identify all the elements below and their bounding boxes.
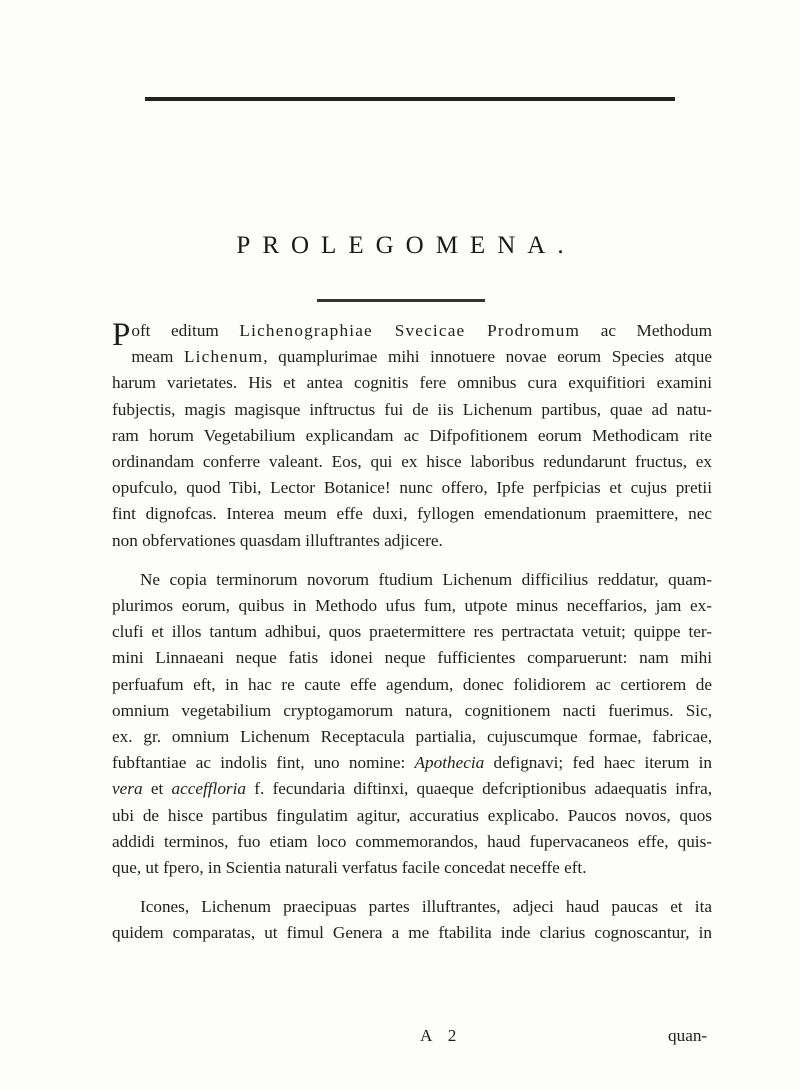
text-line: ram horum Vegetabilium explicandam ac Difpofitionem eorum Methodicam rite bbox=[112, 425, 712, 445]
text-line: clufi et illos tantum adhibui, quos praetermittere res pertractata vetuit; quippe ter- bbox=[112, 622, 712, 642]
text-line: quidem comparatas, ut fimul Genera a me ftabilita inde clarius cognoscantur, in bbox=[112, 923, 712, 943]
title-rule bbox=[317, 299, 485, 302]
text-line: perfuafum eft, in hac re caute effe agendum, donec folidiorem ac certiorem de bbox=[112, 674, 712, 694]
text-line: ex. gr. omnium Lichenum Receptacula partialia, cujuscumque formae, fabricae, bbox=[112, 727, 712, 747]
text-line: vera et acceffloria f. fecundaria diftinxi, quaeque defcriptionibus adaequatis infra, bbox=[112, 779, 712, 799]
paragraph-2 bbox=[112, 567, 712, 881]
text-line: ordinandam conferre valeant. Eos, qui ex hisce laboribus redundarunt fructus, ex bbox=[112, 452, 712, 472]
text-line: addidi terminos, fuo etiam loco commemorandos, haud fupervacaneos effe, quis- bbox=[112, 831, 712, 851]
text-line: que, ut fpero, in Scientia naturali verfatus facile concedat neceffe eft. bbox=[112, 858, 587, 878]
body-text bbox=[112, 318, 712, 947]
catchword: quan- bbox=[668, 1026, 708, 1045]
text-line: harum varietates. His et antea cognitis fere omnibus cura exquifitiori examini bbox=[112, 373, 712, 393]
text-line: mini Linnaeani neque fatis idonei neque fufficientes comparuerunt: nam mihi bbox=[112, 648, 712, 668]
top-rule bbox=[145, 97, 675, 101]
text-line: fint dignofcas. Interea meum effe duxi, fyllogen emendationum praemittere, nec bbox=[112, 504, 712, 524]
paragraph-1 bbox=[112, 318, 712, 554]
text-line: fubftantiae ac indolis fint, uno nomine: Apothecia defignavi; fed haec iterum in bbox=[112, 753, 712, 773]
page-title: PROLEGOMENA. bbox=[236, 232, 576, 259]
text-line: oft editum Lichenographiae Svecicae Prodromum ac Methodum bbox=[131, 321, 712, 340]
text-line: plurimos eorum, quibus in Methodo ufus fum, utpote minus neceffarios, jam ex- bbox=[112, 596, 712, 616]
text-line: non obfervationes quasdam illuftrantes adjicere. bbox=[112, 530, 443, 550]
text-line: fubjectis, magis magisque inftructus fui de iis Lichenum partibus, quae ad natu- bbox=[112, 399, 712, 419]
text-line: opufculo, quod Tibi, Lector Botanice! nunc offero, Ipfe perfpicias et cujus pretii bbox=[112, 478, 712, 498]
signature-mark: A 2 bbox=[420, 1026, 463, 1045]
text-line: Ne copia terminorum novorum ftudium Lichenum difficilius reddatur, quam- bbox=[140, 569, 712, 589]
text-line: omnium vegetabilium cryptogamorum natura, cognitionem nacti fuerimus. Sic, bbox=[112, 700, 712, 720]
text-line: ubi de hisce partibus fingulatim agitur, accuratius explicabo. Paucos novos, quos bbox=[112, 805, 712, 825]
text-line: Icones, Lichenum praecipuas partes illuftrantes, adjeci haud paucas et ita bbox=[140, 897, 712, 917]
drop-cap: P bbox=[112, 317, 131, 353]
text-line: meam Lichenum, quamplurimae mihi innotuere novae eorum Species atque bbox=[131, 347, 712, 367]
paragraph-3 bbox=[112, 894, 712, 946]
